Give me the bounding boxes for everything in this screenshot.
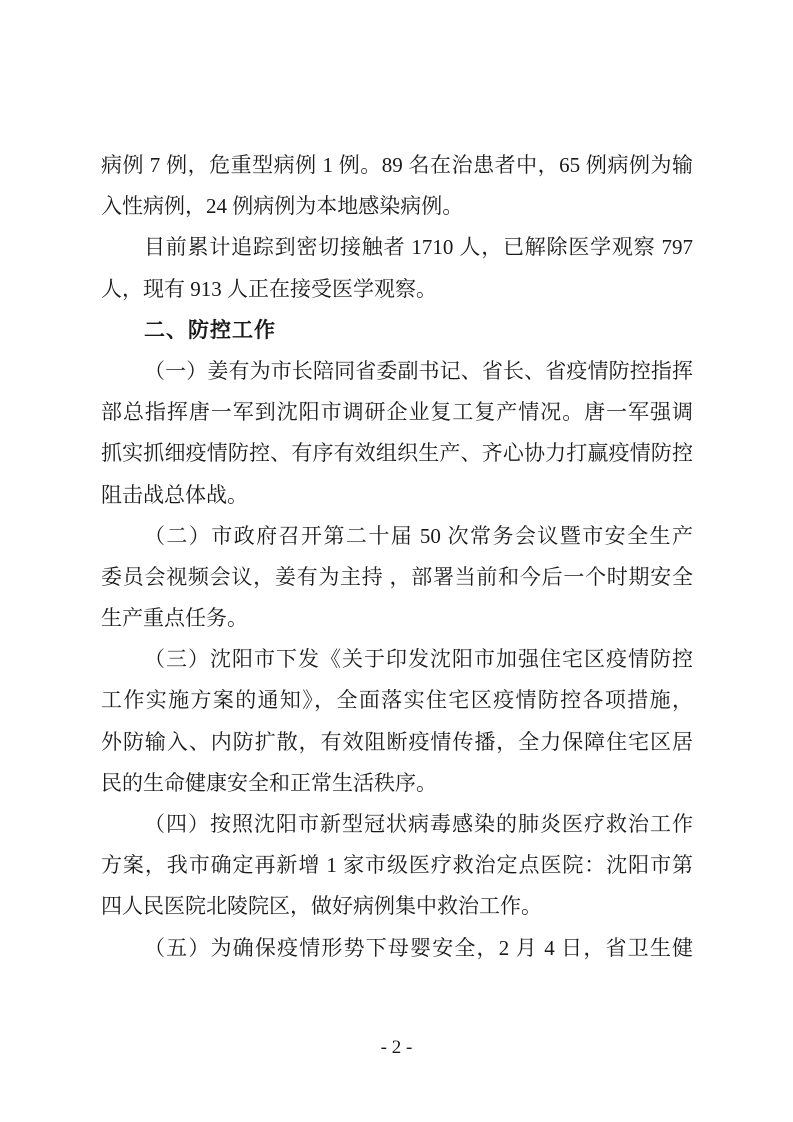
text-line: 委员会视频会议，姜有为主持 ，部署当前和今后一个时期安全 xyxy=(101,564,693,589)
text-line: 抓实抓细疫情防控、有序有效组织生产、齐心协力打赢疫情防控 xyxy=(101,441,693,466)
text-line: 病例 7 例，危重型病例 1 例。89 名在治患者中，65 例病例为输 xyxy=(101,153,693,177)
text-line: 阻击战总体战。 xyxy=(101,482,248,507)
text-line: 入性病例，24 例病例为本地感染病例。 xyxy=(101,194,464,219)
text-line: （二）市政府召开第二十届 50 次常务会议暨市安全生产 xyxy=(144,523,693,548)
text-line: 人，现有 913 人正在接受医学观察。 xyxy=(101,276,437,301)
text-line: 外防输入、内防扩散，有效阻断疫情传播，全力保障住宅区居 xyxy=(101,729,693,754)
text-line: 目前累计追踪到密切接触者 1710 人，已解除医学观察 797 xyxy=(144,235,693,260)
text-line: （一）姜有为市长陪同省委副书记、省长、省疫情防控指挥 xyxy=(144,358,693,383)
section-heading: 二、防控工作 xyxy=(144,317,276,342)
text-line: （四）按照沈阳市新型冠状病毒感染的肺炎医疗救治工作 xyxy=(144,812,693,836)
text-line: 部总指挥唐一军到沈阳市调研企业复工复产情况。唐一军强调 xyxy=(101,400,693,425)
text-line: 方案，我市确定再新增 1 家市级医疗救治定点医院：沈阳市第 xyxy=(101,853,693,878)
text-line: （五）为确保疫情形势下母婴安全，2 月 4 日，省卫生健 xyxy=(144,935,693,960)
text-line: （三）沈阳市下发《关于印发沈阳市加强住宅区疫情防控 xyxy=(144,647,693,672)
text-line: 工作实施方案的通知》，全面落实住宅区疫情防控各项措施， xyxy=(101,688,693,713)
document-body xyxy=(101,145,693,969)
text-line: 四人民医院北陵院区，做好病例集中救治工作。 xyxy=(101,894,542,919)
text-line: 民的生命健康安全和正常生活秩序。 xyxy=(101,770,437,795)
page-number: - 2 - xyxy=(380,1037,413,1058)
text-line: 生产重点任务。 xyxy=(101,606,248,631)
